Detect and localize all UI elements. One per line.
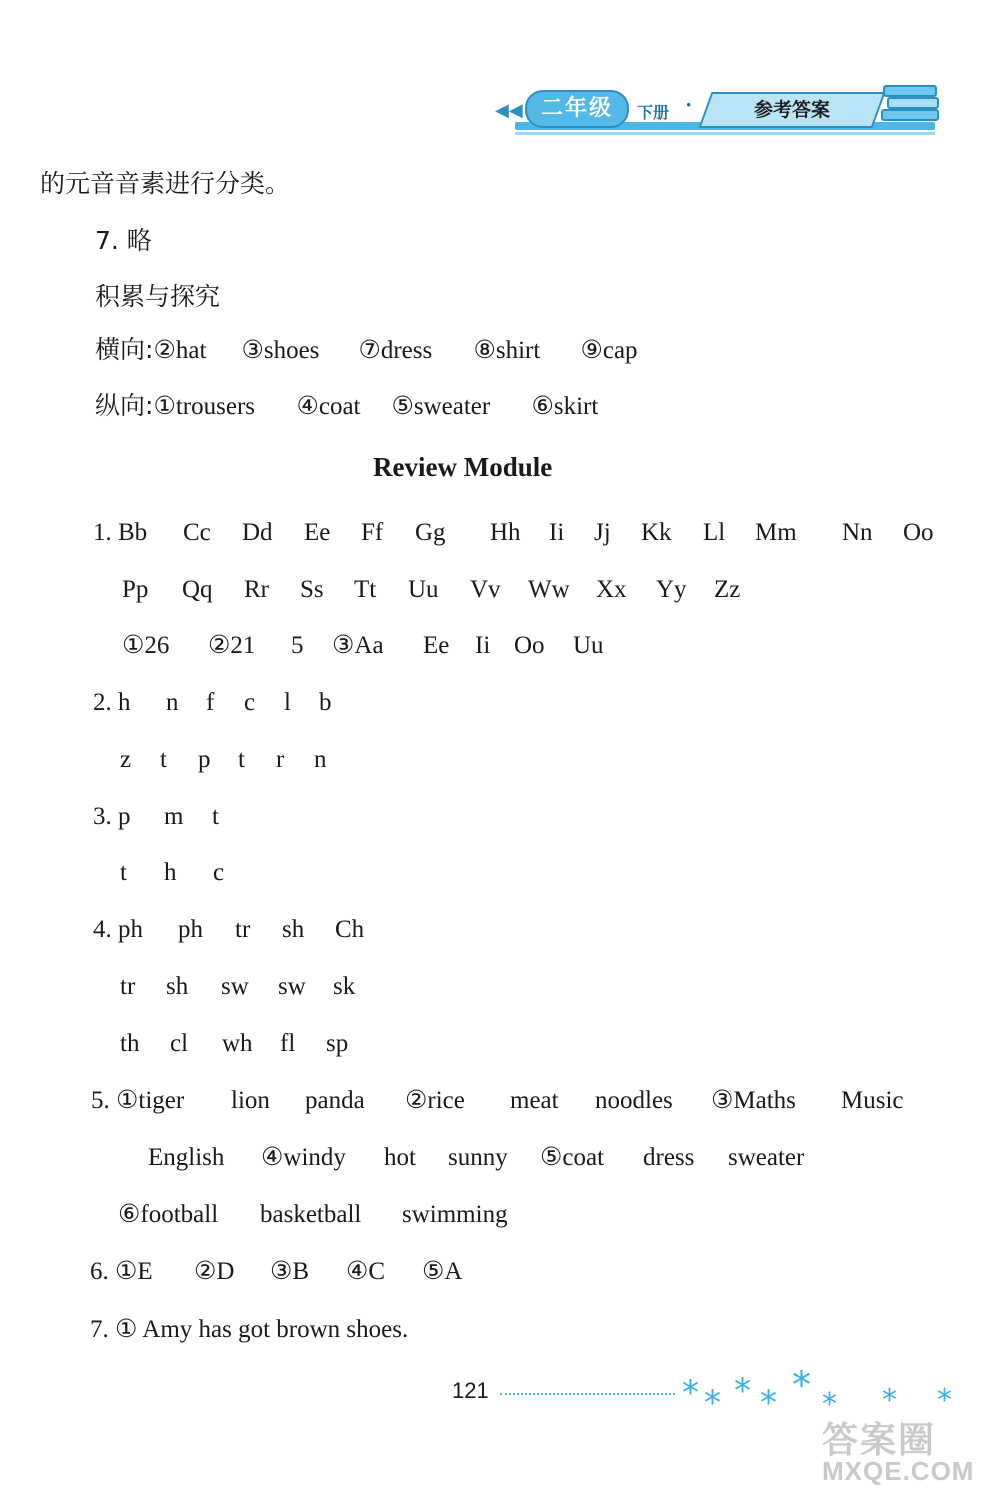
text-line-3: 积累与探究 xyxy=(95,282,221,311)
answer: th xyxy=(120,1030,140,1057)
section-heading: Review Module xyxy=(373,452,553,482)
answer: Jj xyxy=(594,519,611,546)
answer: meat xyxy=(510,1087,559,1114)
q1-row-2 xyxy=(122,574,740,606)
watermark-top: 答案圈 xyxy=(822,1419,937,1460)
answer: Gg xyxy=(415,519,446,546)
answer: ⑥skirt xyxy=(531,393,599,420)
section-title: 参考答案 xyxy=(753,99,830,121)
answer: ③shoes xyxy=(241,337,320,364)
answer: tr xyxy=(235,916,251,943)
answer: Zz xyxy=(714,576,741,603)
double-arrow-icon: ◀◀ xyxy=(495,100,523,120)
answer: Cc xyxy=(183,519,211,546)
answer: ③Aa xyxy=(332,632,384,659)
answer: n xyxy=(314,746,327,773)
header-banner xyxy=(495,78,945,138)
answer: sweater xyxy=(728,1144,805,1171)
answer: Hh xyxy=(490,519,521,546)
answer: Ee xyxy=(423,632,450,659)
answer: English xyxy=(148,1144,225,1171)
down-answers xyxy=(95,390,598,423)
answer: Dd xyxy=(242,519,273,546)
answer: ⑦dress xyxy=(358,337,433,364)
svg-text:*: * xyxy=(704,1383,721,1420)
answer: Kk xyxy=(641,519,672,546)
answer: ③Maths xyxy=(711,1087,796,1114)
watermark-bottom: MXQE.COM xyxy=(822,1456,975,1486)
answer: ④coat xyxy=(296,393,361,420)
q5-row-2 xyxy=(148,1142,804,1174)
answer: 4. ph xyxy=(93,916,143,943)
grade-badge: 二年级 xyxy=(525,90,629,128)
answer: 5 xyxy=(291,632,304,659)
answer: ③B xyxy=(270,1258,310,1285)
answer: t xyxy=(120,859,127,886)
q5-row-3 xyxy=(118,1199,508,1231)
answer: r xyxy=(276,746,285,773)
answer: Ee xyxy=(304,519,331,546)
answer: ①trousers xyxy=(153,393,255,420)
answer: l xyxy=(284,689,291,716)
answer: wh xyxy=(222,1030,253,1057)
answer: Ww xyxy=(528,576,570,603)
answer: ④windy xyxy=(261,1144,346,1171)
page-number: 121 xyxy=(452,1378,489,1403)
svg-text:*: * xyxy=(822,1387,837,1420)
answer: Yy xyxy=(656,576,687,603)
header-bar-under xyxy=(515,132,935,135)
answer: lion xyxy=(231,1087,270,1114)
across-answers xyxy=(95,334,638,367)
answer: noodles xyxy=(595,1087,673,1114)
answer: b xyxy=(319,689,332,716)
svg-text:*: * xyxy=(682,1373,699,1413)
answer: Oo xyxy=(514,632,545,659)
volume-label: 下册 xyxy=(637,103,670,122)
answer: tr xyxy=(120,973,136,1000)
answer: h xyxy=(164,859,177,886)
answer: Rr xyxy=(244,576,269,603)
answer: sw xyxy=(278,973,306,1000)
answer: ①26 xyxy=(122,632,170,659)
answer: sunny xyxy=(448,1144,508,1171)
svg-text:*: * xyxy=(792,1370,811,1407)
answer: swimming xyxy=(402,1201,508,1228)
answer: cl xyxy=(170,1030,189,1057)
down-label: 纵向: xyxy=(95,391,154,420)
answer: ②D xyxy=(194,1258,235,1285)
answer: m xyxy=(164,803,184,830)
answer: sk xyxy=(333,973,356,1000)
answer: ②hat xyxy=(153,337,207,364)
answer: Ll xyxy=(703,519,726,546)
answer: ph xyxy=(178,916,203,943)
answer: Nn xyxy=(842,519,873,546)
answer: ④C xyxy=(346,1258,386,1285)
q4-row-3 xyxy=(120,1028,348,1060)
answer: c xyxy=(213,859,225,886)
answer: f xyxy=(206,689,215,716)
answer: ②21 xyxy=(208,632,256,659)
answer: 2. h xyxy=(93,689,131,716)
answer: 5. ①tiger xyxy=(91,1087,185,1114)
answer: Oo xyxy=(903,519,934,546)
answer: ⑤A xyxy=(422,1258,463,1285)
answer: ⑤sweater xyxy=(391,393,491,420)
answer: Uu xyxy=(408,576,439,603)
answer: p xyxy=(198,746,211,773)
q4-row-2 xyxy=(120,971,355,1003)
answer: Vv xyxy=(470,576,501,603)
answer: fl xyxy=(280,1030,296,1057)
q2-row-1 xyxy=(93,687,332,719)
answer: Music xyxy=(841,1087,904,1114)
footer-dotted-line xyxy=(500,1393,675,1395)
answer: Ff xyxy=(361,519,384,546)
answer: hot xyxy=(384,1144,416,1171)
svg-text:*: * xyxy=(882,1383,897,1418)
answer: ②rice xyxy=(405,1087,465,1114)
answer: ⑧shirt xyxy=(473,337,541,364)
answer: panda xyxy=(305,1087,365,1114)
answer: n xyxy=(166,689,179,716)
answer: t xyxy=(160,746,167,773)
answer: ⑥football xyxy=(118,1201,219,1228)
text-line-1: 的元音音素进行分类。 xyxy=(40,169,291,198)
answer: sw xyxy=(221,973,249,1000)
answer: t xyxy=(212,803,219,830)
answer: t xyxy=(238,746,245,773)
answer: Tt xyxy=(354,576,377,603)
answer: dress xyxy=(643,1144,695,1171)
books-icon xyxy=(880,82,942,126)
answer: 1. Bb xyxy=(93,519,148,546)
answer: Xx xyxy=(596,576,627,603)
answer: c xyxy=(244,689,256,716)
answer: 6. ①E xyxy=(90,1258,153,1285)
answer: ⑤coat xyxy=(540,1144,605,1171)
text-line-2: 7. 略 xyxy=(95,226,152,255)
answer: sh xyxy=(166,973,189,1000)
q1-row-1 xyxy=(93,517,934,549)
q7-row: 7. ① Amy has got brown shoes. xyxy=(90,1316,409,1343)
q5-row-1 xyxy=(91,1085,904,1117)
watermark xyxy=(810,1412,995,1492)
across-label: 横向: xyxy=(95,335,154,364)
answer: Ch xyxy=(335,916,365,943)
q1-row-3 xyxy=(122,630,604,662)
separator-dot: · xyxy=(685,92,693,117)
section-badge xyxy=(698,92,885,128)
answer: Uu xyxy=(573,632,604,659)
svg-text:*: * xyxy=(760,1383,777,1420)
answer: sp xyxy=(326,1030,349,1057)
answer: Mm xyxy=(755,519,797,546)
svg-text:*: * xyxy=(937,1383,952,1418)
q2-row-2 xyxy=(120,744,327,776)
answer: Ii xyxy=(549,519,565,546)
answer: Ii xyxy=(475,632,491,659)
answer: z xyxy=(120,746,132,773)
answer: basketball xyxy=(260,1201,362,1228)
q3-row-1 xyxy=(93,801,219,833)
answer: 3. p xyxy=(93,803,131,830)
q4-row-1 xyxy=(93,914,364,946)
svg-text:*: * xyxy=(734,1371,751,1411)
answer: sh xyxy=(282,916,305,943)
q3-row-2 xyxy=(120,857,224,889)
answer: Ss xyxy=(300,576,324,603)
answer: Qq xyxy=(182,576,213,603)
answer: Pp xyxy=(122,576,149,603)
answer: ⑨cap xyxy=(580,337,638,364)
q6-row xyxy=(90,1256,462,1288)
